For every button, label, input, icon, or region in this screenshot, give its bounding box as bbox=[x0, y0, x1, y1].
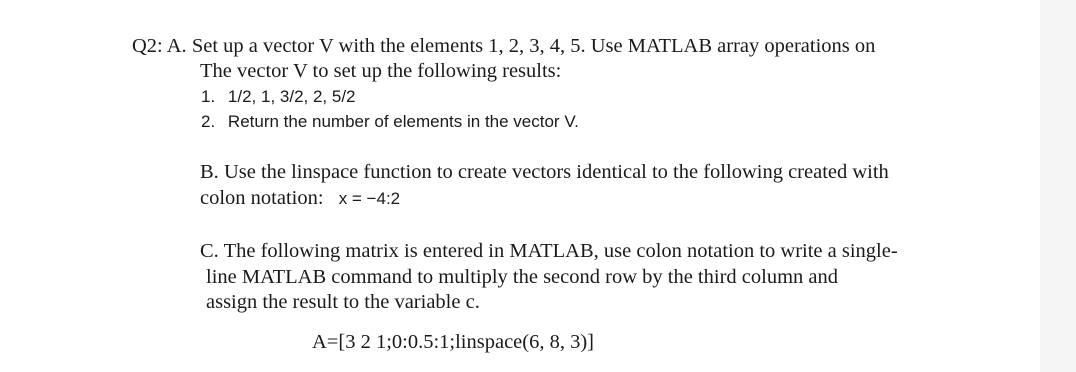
list-item-text: Return the number of elements in the vector V. bbox=[227, 112, 579, 131]
part-c-text-2: line MATLAB command to multiply the second row by the third column and bbox=[206, 266, 838, 288]
part-c-text-1: The following matrix is entered in MATLAB, use colon notation to write a single- bbox=[223, 240, 898, 262]
list-item-text: 1/2, 1, 3/2, 2, 5/2 bbox=[227, 87, 356, 106]
part-c-text-3: assign the result to the variable c. bbox=[206, 291, 480, 313]
part-b-text-2: colon notation: bbox=[200, 187, 324, 209]
list-item-number: 2. bbox=[201, 112, 216, 131]
part-b-line-1 bbox=[200, 160, 889, 184]
part-b-line-2 bbox=[200, 186, 400, 211]
part-c-label: C. bbox=[200, 240, 219, 262]
part-a-line-1 bbox=[132, 34, 875, 58]
matrix-definition: A=[3 2 1;0:0.5:1;linspace(6, 8, 3)] bbox=[312, 331, 594, 353]
part-c-line-1 bbox=[200, 239, 898, 263]
list-item bbox=[201, 110, 579, 134]
list-item bbox=[201, 85, 356, 109]
list-item-number: 1. bbox=[201, 87, 216, 106]
part-b-text-1: Use the linspace function to create vectors identical to the following created with bbox=[223, 161, 889, 183]
part-a-text-1: Set up a vector V with the elements 1, 2, 3, 4, 5. Use MATLAB array operations on bbox=[191, 35, 876, 57]
question-label: Q2: bbox=[132, 35, 163, 57]
part-a-text-2: The vector V to set up the following results: bbox=[200, 60, 562, 82]
part-a-label: A. bbox=[166, 35, 187, 57]
part-b-code: x = −4:2 bbox=[338, 189, 401, 208]
part-b-label: B. bbox=[200, 161, 219, 183]
